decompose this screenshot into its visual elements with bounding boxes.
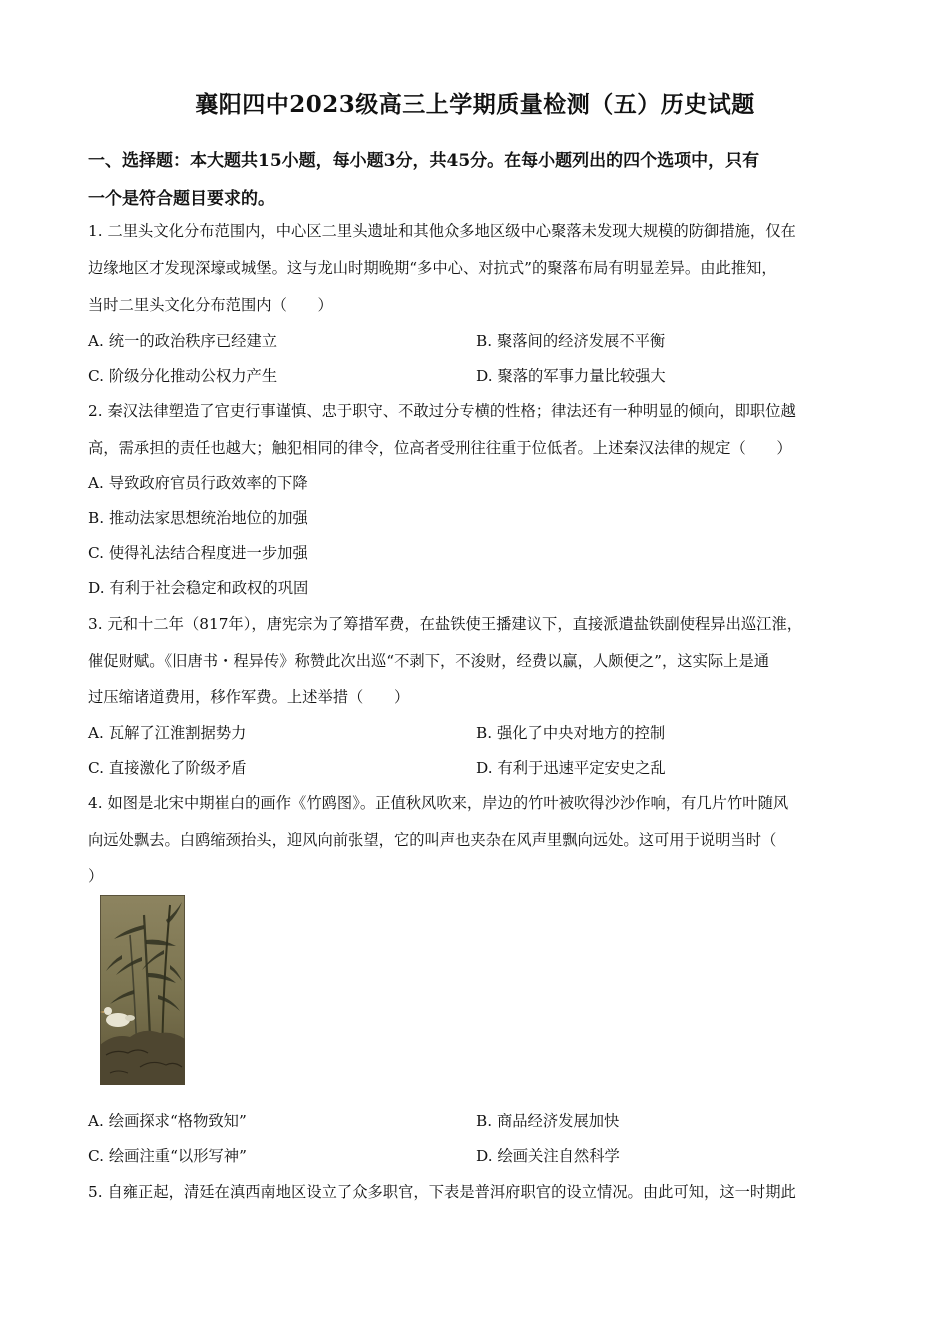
q4-option-b: B. 商品经济发展加快 [476, 1112, 620, 1130]
q2-stem-line-1: 2. 秦汉法律塑造了官吏行事谨慎、忠于职守、不敢过分专横的性格；律法还有一种明显的倾向，即职位越 [88, 402, 796, 420]
section-heading-line-2: 一个是符合题目要求的。 [88, 189, 275, 209]
exam-title: 襄阳四中2023级高三上学期质量检测（五）历史试题 [195, 91, 755, 118]
q4-stem-line-1: 4. 如图是北宋中期崔白的画作《竹鸥图》。正值秋风吹来，岸边的竹叶被吹得沙沙作响，有几片竹叶随风 [88, 794, 789, 812]
q5-stem-line-1: 5. 自雍正起，清廷在滇西南地区设立了众多职官，下表是普洱府职官的设立情况。由此可知，这一时期此 [88, 1183, 796, 1201]
q4-option-c: C. 绘画注重“以形写神” [88, 1147, 247, 1165]
q1-option-c: C. 阶级分化推动公权力产生 [88, 367, 278, 385]
q3-option-d: D. 有利于迅速平定安史之乱 [476, 759, 666, 777]
section-heading-line-1: 一、选择题：本大题共15小题，每小题3分，共45分。在每小题列出的四个选项中，只有 [88, 151, 760, 171]
q4-option-a: A. 绘画探求“格物致知” [88, 1112, 247, 1130]
q1-option-b: B. 聚落间的经济发展不平衡 [476, 332, 666, 350]
q4-option-d: D. 绘画关注自然科学 [476, 1147, 620, 1165]
q2-option-d: D. 有利于社会稳定和政权的巩固 [88, 579, 309, 597]
q3-stem-line-1: 3. 元和十二年（817年），唐宪宗为了筹措军费，在盐铁使王播建议下，直接派遣盐铁副使程异出巡江淮， [88, 615, 803, 633]
q4-stem-line-2: 向远处飘去。白鸥缩颈抬头，迎风向前张望，它的叫声也夹杂在风声里飘向远处。这可用于说明当时（ [88, 831, 777, 849]
q2-option-b: B. 推动法家思想统治地位的加强 [88, 509, 308, 527]
q3-option-b: B. 强化了中央对地方的控制 [476, 724, 666, 742]
q2-stem-line-2: 高，需承担的责任也越大；触犯相同的律令，位高者受刑往往重于位低者。上述秦汉法律的规定（ ） [88, 439, 792, 457]
q2-option-a: A. 导致政府官员行政效率的下降 [88, 474, 308, 492]
q1-stem-line-1: 1. 二里头文化分布范围内，中心区二里头遗址和其他众多地区级中心聚落未发现大规模的防御措施，仅在 [88, 222, 796, 240]
q3-option-c: C. 直接激化了阶级矛盾 [88, 759, 247, 777]
q2-option-c: C. 使得礼法结合程度进一步加强 [88, 544, 308, 562]
bamboo-gull-painting [100, 895, 185, 1085]
q4-stem-line-3: ） [88, 867, 104, 885]
q1-option-a: A. 统一的政治秩序已经建立 [88, 332, 278, 350]
q1-stem-line-2: 边缘地区才发现深壕或城堡。这与龙山时期晚期“多中心、对抗式”的聚落布局有明显差异。由此推知， [88, 259, 777, 277]
q3-option-a: A. 瓦解了江淮割据势力 [88, 724, 247, 742]
q1-option-d: D. 聚落的军事力量比较强大 [476, 367, 666, 385]
q3-stem-line-2: 催促财赋。《旧唐书・程异传》称赞此次出巡“不剥下，不浚财，经费以赢，人颇便之”，这实际上是通 [88, 652, 770, 670]
q3-stem-line-3: 过压缩诸道费用，移作军费。上述举措（ ） [88, 688, 410, 706]
q1-stem-line-3: 当时二里头文化分布范围内（ ） [88, 296, 333, 314]
